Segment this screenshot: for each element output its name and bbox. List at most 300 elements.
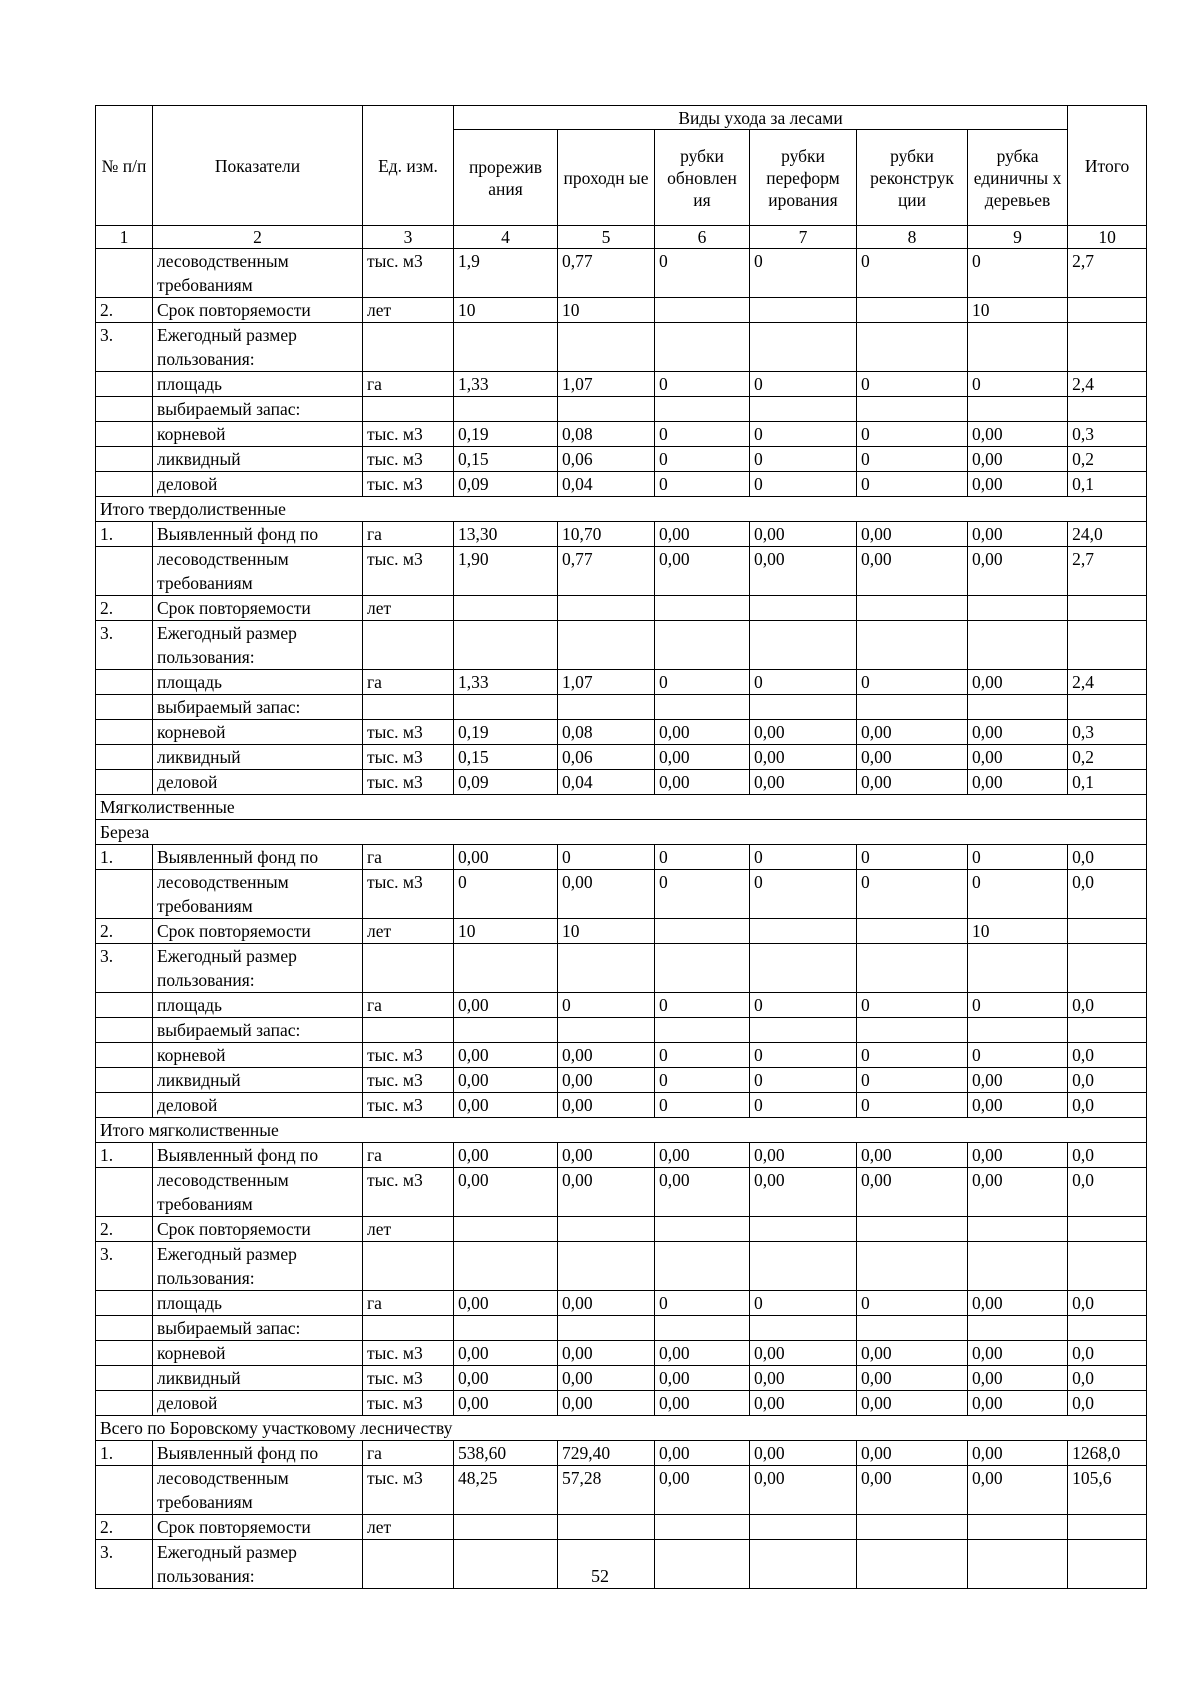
section-label: Мягколиственные [96, 795, 1147, 820]
unit-cell: тыс. м3 [363, 547, 454, 596]
indicator-cell: деловой [153, 472, 363, 497]
table-row [96, 1391, 1147, 1416]
value-cell: 0 [857, 1043, 968, 1068]
indicator-cell: ликвидный [153, 1366, 363, 1391]
unit-cell: тыс. м3 [363, 1341, 454, 1366]
table-row [96, 944, 1147, 993]
value-cell: 0 [857, 845, 968, 870]
row-number [96, 1043, 153, 1068]
indicator-cell: лесоводственным требованиям [153, 1168, 363, 1217]
table-row [96, 1068, 1147, 1093]
value-cell: 0,2 [1068, 745, 1147, 770]
value-cell: 0,00 [454, 1391, 558, 1416]
value-cell [655, 695, 750, 720]
value-cell: 0,00 [655, 720, 750, 745]
value-cell: 0,00 [968, 1466, 1068, 1515]
unit-cell [363, 695, 454, 720]
value-cell [968, 621, 1068, 670]
value-cell: 2,4 [1068, 372, 1147, 397]
value-cell: 0 [857, 372, 968, 397]
value-cell: 0,00 [454, 1093, 558, 1118]
table-row [96, 522, 1147, 547]
value-cell: 0,00 [968, 745, 1068, 770]
table-row [96, 1043, 1147, 1068]
value-cell: 0 [750, 1093, 857, 1118]
value-cell: 0,00 [968, 1366, 1068, 1391]
value-cell: 0,00 [968, 522, 1068, 547]
value-cell: 0,00 [750, 770, 857, 795]
header-num: № п/п [96, 106, 153, 226]
unit-cell: га [363, 670, 454, 695]
indicator-cell: Ежегодный размер пользования: [153, 1540, 363, 1589]
value-cell [1068, 1018, 1147, 1043]
value-cell [968, 1316, 1068, 1341]
value-cell: 0,00 [454, 845, 558, 870]
row-number [96, 670, 153, 695]
value-cell: 0,00 [454, 1043, 558, 1068]
indicator-cell: Выявленный фонд по [153, 522, 363, 547]
indicator-cell: Срок повторяемости [153, 1515, 363, 1540]
row-number [96, 993, 153, 1018]
value-cell: 0,1 [1068, 770, 1147, 795]
column-number: 4 [454, 226, 558, 249]
value-cell [968, 1217, 1068, 1242]
value-cell [558, 1018, 655, 1043]
value-cell: 0,00 [750, 1366, 857, 1391]
value-cell: 0 [968, 870, 1068, 919]
unit-cell: тыс. м3 [363, 870, 454, 919]
value-cell: 0 [857, 1068, 968, 1093]
value-cell: 0,00 [655, 1391, 750, 1416]
unit-cell: тыс. м3 [363, 1466, 454, 1515]
unit-cell [363, 1018, 454, 1043]
indicator-cell: Выявленный фонд по [153, 1441, 363, 1466]
value-cell [857, 944, 968, 993]
section-row [96, 820, 1147, 845]
row-number: 2. [96, 298, 153, 323]
row-number: 3. [96, 1540, 153, 1589]
row-number [96, 547, 153, 596]
section-label: Береза [96, 820, 1147, 845]
value-cell [655, 397, 750, 422]
indicator-cell: площадь [153, 993, 363, 1018]
table-row [96, 1441, 1147, 1466]
value-cell: 0,0 [1068, 870, 1147, 919]
value-cell [968, 944, 1068, 993]
row-number: 1. [96, 1441, 153, 1466]
value-cell [750, 1242, 857, 1291]
value-cell [454, 596, 558, 621]
value-cell: 48,25 [454, 1466, 558, 1515]
value-cell: 0,00 [857, 770, 968, 795]
value-cell: 0,00 [558, 1168, 655, 1217]
unit-cell: тыс. м3 [363, 770, 454, 795]
row-number: 3. [96, 621, 153, 670]
row-number: 2. [96, 919, 153, 944]
value-cell: 0 [655, 1068, 750, 1093]
row-number [96, 1466, 153, 1515]
value-cell: 0 [655, 422, 750, 447]
value-cell [1068, 1515, 1147, 1540]
indicator-cell: Срок повторяемости [153, 298, 363, 323]
value-cell: 10 [558, 298, 655, 323]
value-cell: 0,00 [750, 1391, 857, 1416]
value-cell [1068, 298, 1147, 323]
value-cell: 0,00 [454, 993, 558, 1018]
value-cell: 0 [655, 372, 750, 397]
value-cell: 0 [558, 845, 655, 870]
value-cell: 0 [454, 870, 558, 919]
value-cell: 24,0 [1068, 522, 1147, 547]
value-cell [857, 1242, 968, 1291]
table-row [96, 1093, 1147, 1118]
value-cell [558, 695, 655, 720]
value-cell: 0,2 [1068, 447, 1147, 472]
table-row [96, 447, 1147, 472]
value-cell: 0,00 [750, 1441, 857, 1466]
header-col-passing: проходн ые [558, 130, 655, 226]
unit-cell: тыс. м3 [363, 249, 454, 298]
value-cell: 0,00 [558, 1068, 655, 1093]
table-row [96, 993, 1147, 1018]
value-cell: 0,00 [968, 770, 1068, 795]
column-number-row [96, 226, 1147, 249]
value-cell [558, 323, 655, 372]
value-cell: 0,00 [655, 1143, 750, 1168]
value-cell: 0 [750, 1068, 857, 1093]
indicator-cell: Ежегодный размер пользования: [153, 1242, 363, 1291]
value-cell: 0,00 [750, 1341, 857, 1366]
value-cell [968, 1018, 1068, 1043]
indicator-cell: ликвидный [153, 745, 363, 770]
value-cell: 0 [750, 447, 857, 472]
value-cell: 0 [750, 422, 857, 447]
value-cell: 0,00 [558, 1291, 655, 1316]
value-cell [857, 397, 968, 422]
value-cell: 0,19 [454, 720, 558, 745]
unit-cell: га [363, 522, 454, 547]
value-cell: 0 [655, 1291, 750, 1316]
value-cell: 0,00 [968, 670, 1068, 695]
value-cell: 0,0 [1068, 993, 1147, 1018]
value-cell [558, 621, 655, 670]
table-row [96, 1242, 1147, 1291]
value-cell: 0,00 [558, 1366, 655, 1391]
value-cell: 0 [750, 472, 857, 497]
column-number: 7 [750, 226, 857, 249]
value-cell: 729,40 [558, 1441, 655, 1466]
value-cell: 0,0 [1068, 1391, 1147, 1416]
row-number [96, 745, 153, 770]
row-number: 1. [96, 522, 153, 547]
value-cell: 0 [655, 1093, 750, 1118]
value-cell [857, 1217, 968, 1242]
indicator-cell: выбираемый запас: [153, 397, 363, 422]
value-cell: 0,0 [1068, 1366, 1147, 1391]
value-cell [454, 1515, 558, 1540]
unit-cell [363, 944, 454, 993]
unit-cell: лет [363, 919, 454, 944]
indicator-cell: лесоводственным требованиям [153, 1466, 363, 1515]
value-cell: 0,00 [968, 1391, 1068, 1416]
value-cell: 0 [750, 1291, 857, 1316]
value-cell: 0,08 [558, 720, 655, 745]
value-cell: 0 [968, 845, 1068, 870]
value-cell: 1,07 [558, 372, 655, 397]
row-number [96, 1341, 153, 1366]
value-cell: 0,00 [968, 422, 1068, 447]
table-row [96, 845, 1147, 870]
value-cell: 0,00 [454, 1068, 558, 1093]
value-cell [558, 596, 655, 621]
value-cell: 0,00 [968, 1143, 1068, 1168]
row-number: 3. [96, 944, 153, 993]
value-cell: 0,00 [655, 1441, 750, 1466]
indicator-cell: Ежегодный размер пользования: [153, 944, 363, 993]
table-row [96, 919, 1147, 944]
value-cell: 0,0 [1068, 1143, 1147, 1168]
unit-cell: тыс. м3 [363, 422, 454, 447]
unit-cell: тыс. м3 [363, 720, 454, 745]
value-cell [655, 1242, 750, 1291]
value-cell [857, 919, 968, 944]
table-row [96, 1341, 1147, 1366]
value-cell: 0,0 [1068, 1341, 1147, 1366]
table-row [96, 870, 1147, 919]
section-row [96, 1118, 1147, 1143]
value-cell: 0,00 [655, 1341, 750, 1366]
value-cell: 0,15 [454, 447, 558, 472]
value-cell: 0 [857, 447, 968, 472]
value-cell [1068, 621, 1147, 670]
value-cell: 0,00 [655, 1466, 750, 1515]
value-cell: 0,00 [857, 1441, 968, 1466]
table-row [96, 323, 1147, 372]
row-number [96, 770, 153, 795]
value-cell [558, 1242, 655, 1291]
row-number [96, 870, 153, 919]
value-cell: 10,70 [558, 522, 655, 547]
table-row [96, 596, 1147, 621]
indicator-cell: площадь [153, 1291, 363, 1316]
value-cell: 0,00 [454, 1341, 558, 1366]
indicator-cell: выбираемый запас: [153, 1018, 363, 1043]
value-cell: 0,00 [857, 1391, 968, 1416]
indicator-cell: деловой [153, 770, 363, 795]
unit-cell: тыс. м3 [363, 1068, 454, 1093]
unit-cell [363, 397, 454, 422]
value-cell: 0,00 [750, 522, 857, 547]
value-cell [1068, 397, 1147, 422]
value-cell [968, 323, 1068, 372]
table-row [96, 1018, 1147, 1043]
value-cell [968, 397, 1068, 422]
value-cell: 0 [750, 870, 857, 919]
value-cell: 0 [857, 993, 968, 1018]
value-cell: 0,00 [655, 1366, 750, 1391]
value-cell: 0,09 [454, 472, 558, 497]
value-cell: 0 [968, 1043, 1068, 1068]
unit-cell: лет [363, 298, 454, 323]
value-cell: 0,00 [454, 1366, 558, 1391]
indicator-cell: Ежегодный размер пользования: [153, 621, 363, 670]
row-number [96, 1366, 153, 1391]
value-cell: 0 [857, 472, 968, 497]
value-cell: 0,00 [454, 1291, 558, 1316]
value-cell: 0,00 [968, 1441, 1068, 1466]
value-cell [1068, 695, 1147, 720]
value-cell: 0,00 [750, 1466, 857, 1515]
value-cell: 0,00 [558, 870, 655, 919]
table-row [96, 249, 1147, 298]
value-cell: 0 [558, 993, 655, 1018]
value-cell [655, 323, 750, 372]
indicator-cell: Срок повторяемости [153, 919, 363, 944]
value-cell [857, 621, 968, 670]
value-cell: 10 [454, 919, 558, 944]
unit-cell: тыс. м3 [363, 447, 454, 472]
indicator-cell: Срок повторяемости [153, 596, 363, 621]
value-cell [750, 944, 857, 993]
value-cell: 0 [968, 249, 1068, 298]
row-number [96, 1291, 153, 1316]
table-row [96, 670, 1147, 695]
value-cell [454, 323, 558, 372]
table-row [96, 1168, 1147, 1217]
value-cell [454, 695, 558, 720]
table-row [96, 1316, 1147, 1341]
column-number: 8 [857, 226, 968, 249]
value-cell: 2,7 [1068, 249, 1147, 298]
value-cell: 0,00 [655, 770, 750, 795]
value-cell: 2,7 [1068, 547, 1147, 596]
value-cell: 0 [655, 472, 750, 497]
value-cell [968, 596, 1068, 621]
value-cell [454, 944, 558, 993]
row-number: 2. [96, 1515, 153, 1540]
section-row [96, 497, 1147, 522]
column-number: 2 [153, 226, 363, 249]
value-cell: 0,04 [558, 770, 655, 795]
unit-cell: тыс. м3 [363, 1168, 454, 1217]
row-number [96, 1018, 153, 1043]
value-cell [750, 397, 857, 422]
value-cell: 0,0 [1068, 1068, 1147, 1093]
value-cell: 0,00 [454, 1168, 558, 1217]
value-cell: 0,00 [968, 720, 1068, 745]
value-cell: 0,00 [655, 522, 750, 547]
value-cell: 10 [968, 298, 1068, 323]
value-cell: 10 [968, 919, 1068, 944]
value-cell [558, 397, 655, 422]
unit-cell: га [363, 1441, 454, 1466]
value-cell: 0,06 [558, 447, 655, 472]
value-cell: 0 [750, 1043, 857, 1068]
table-row [96, 547, 1147, 596]
value-cell: 0,00 [857, 1143, 968, 1168]
value-cell [558, 1217, 655, 1242]
value-cell [558, 944, 655, 993]
value-cell: 0,00 [857, 1366, 968, 1391]
value-cell: 10 [558, 919, 655, 944]
value-cell [454, 1217, 558, 1242]
value-cell: 0,00 [454, 1143, 558, 1168]
row-number [96, 1093, 153, 1118]
value-cell [857, 298, 968, 323]
value-cell [1068, 596, 1147, 621]
value-cell: 0,00 [968, 1291, 1068, 1316]
unit-cell [363, 1242, 454, 1291]
value-cell: 0 [857, 670, 968, 695]
value-cell: 0,04 [558, 472, 655, 497]
value-cell: 0,00 [968, 1093, 1068, 1118]
section-label: Итого мягколиственные [96, 1118, 1147, 1143]
value-cell: 1,07 [558, 670, 655, 695]
value-cell: 0 [655, 447, 750, 472]
table-row [96, 372, 1147, 397]
header-col-reconstruction: рубки реконструк ции [857, 130, 968, 226]
unit-cell: га [363, 993, 454, 1018]
value-cell [857, 596, 968, 621]
header-col-reformation: рубки переформ ирования [750, 130, 857, 226]
value-cell [454, 1316, 558, 1341]
row-number [96, 472, 153, 497]
column-number: 10 [1068, 226, 1147, 249]
value-cell: 0,0 [1068, 1291, 1147, 1316]
column-number: 1 [96, 226, 153, 249]
value-cell [750, 695, 857, 720]
value-cell [750, 919, 857, 944]
page-number: 52 [591, 1566, 609, 1586]
value-cell [655, 944, 750, 993]
indicator-cell: лесоводственным требованиям [153, 249, 363, 298]
value-cell: 0 [750, 372, 857, 397]
value-cell: 0,00 [857, 547, 968, 596]
row-number: 1. [96, 845, 153, 870]
value-cell: 0,00 [968, 1168, 1068, 1217]
value-cell: 0,3 [1068, 720, 1147, 745]
value-cell: 0,00 [750, 547, 857, 596]
value-cell [1068, 1316, 1147, 1341]
indicator-cell: корневой [153, 720, 363, 745]
value-cell [750, 621, 857, 670]
value-cell [750, 1316, 857, 1341]
unit-cell: лет [363, 1217, 454, 1242]
indicator-cell: выбираемый запас: [153, 1316, 363, 1341]
value-cell [655, 596, 750, 621]
indicator-cell: ликвидный [153, 447, 363, 472]
table-row [96, 1366, 1147, 1391]
forest-care-table [95, 105, 1147, 1589]
header-col-renewal: рубки обновлен ия [655, 130, 750, 226]
value-cell: 0 [968, 372, 1068, 397]
table-row [96, 1143, 1147, 1168]
row-number: 1. [96, 1143, 153, 1168]
value-cell [857, 323, 968, 372]
table-row [96, 621, 1147, 670]
value-cell: 538,60 [454, 1441, 558, 1466]
value-cell: 0,0 [1068, 1093, 1147, 1118]
value-cell: 0,19 [454, 422, 558, 447]
value-cell: 1,33 [454, 372, 558, 397]
row-number [96, 695, 153, 720]
table-row [96, 422, 1147, 447]
value-cell: 1268,0 [1068, 1441, 1147, 1466]
unit-cell: тыс. м3 [363, 745, 454, 770]
unit-cell: лет [363, 1515, 454, 1540]
row-number [96, 372, 153, 397]
unit-cell: га [363, 845, 454, 870]
